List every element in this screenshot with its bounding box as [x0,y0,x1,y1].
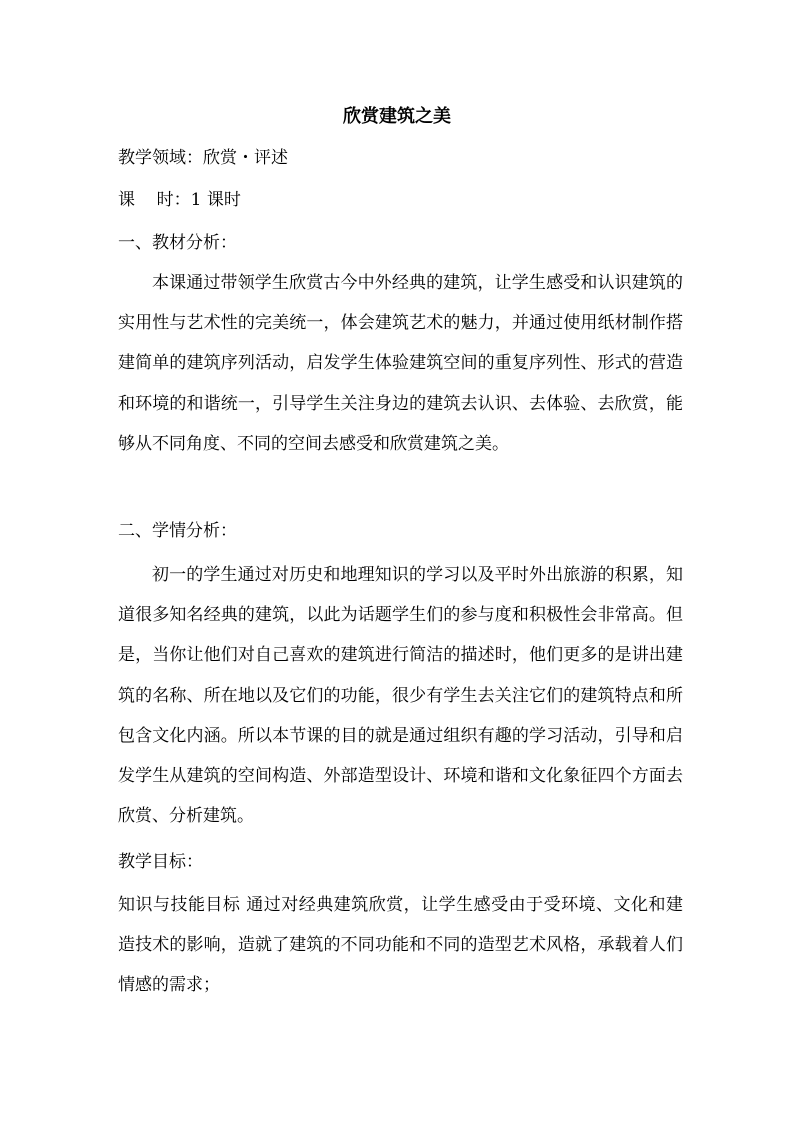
section-heading-material-analysis: 一、教材分析： [118,233,237,253]
teaching-field-line: 教学领域：欣赏・评述 [118,148,288,168]
document-title: 欣赏建筑之美 [343,106,451,127]
teaching-objectives-paragraph: 知识与技能目标 通过对经典建筑欣赏，让学生感受由于受环境、文化和建造技术的影响，造就了建筑的不同功能和不同的造型艺术风格，承载着人们情感的需求； [118,895,683,996]
class-period-line: 课 时：1 课时 [118,190,241,210]
material-analysis-paragraph: 本课通过带领学生欣赏古今中外经典的建筑，让学生感受和认识建筑的实用性与艺术性的完美统一，体会建筑艺术的魅力，并通过使用纸材制作搭建简单的建筑序列活动，启发学生体验建筑空间的重复序列性、形式的营造和环境的和谐统一，引导学生关注身边的建筑去认识、去体验、去欣赏，能够从不同角度、不同的空间去感受和欣赏建筑之美。 [118,273,683,454]
section-heading-student-analysis: 二、学情分析： [118,521,237,541]
student-analysis-paragraph: 初一的学生通过对历史和地理知识的学习以及平时外出旅游的积累，知道很多知名经典的建筑，以此为话题学生们的参与度和积极性会非常高。但是，当你让他们对自己喜欢的建筑进行简洁的描述时，他们更多的是讲出建筑的名称、所在地以及它们的功能，很少有学生去关注它们的建筑特点和所包含文化内涵。所以本节课的目的就是通过组织有趣的学习活动，引导和启发学生从建筑的空间构造、外部造型设计、环境和谐和文化象征四个方面去欣赏、分析建筑。 [118,565,683,827]
section-heading-teaching-objectives: 教学目标： [118,852,203,872]
